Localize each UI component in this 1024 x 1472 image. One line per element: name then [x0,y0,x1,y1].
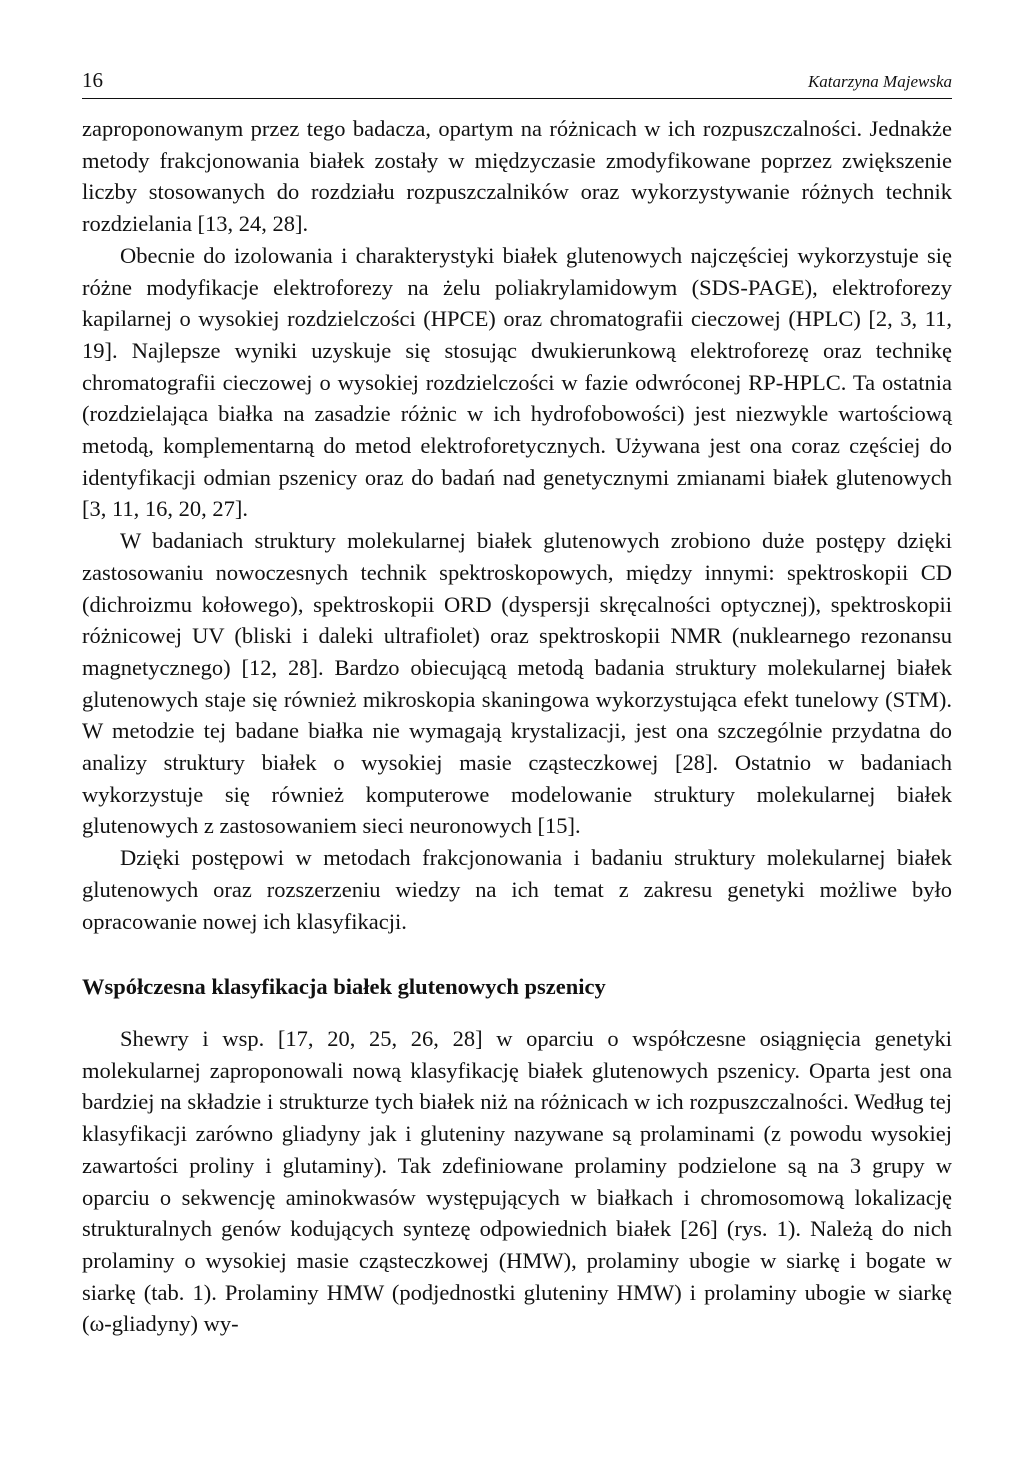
body-text [82,113,952,1340]
page-number: 16 [82,68,103,92]
paragraph-shewry: Shewry i wsp. [17, 20, 25, 26, 28] w oparciu o współczesne osiągnięcia genetyki molekularnej zaproponowali nową klasyfikację białek glutenowych pszenicy. Oparta jest ona bardziej na składzie i strukturze tych białek niż na różnicach w ich rozpuszczalności. Według tej klasyfikacji zarówno gliadyny jak i gluteniny nazywane są prolaminami (z powodu wysokiej zawartości proliny i glutaminy). Tak zdefiniowane prolaminy podzielone są na 3 grupy w oparciu o sekwencję aminokwasów występujących w białkach i chromosomową lokalizację strukturalnych genów kodujących syntezę odpowiednich białek [26] (rys. 1). Należą do nich prolaminy o wysokiej masie cząsteczkowej (HMW), prolaminy ubogie w siarkę i bogate w siarkę (tab. 1). Prolaminy HMW (podjednostki gluteniny HMW) i prolaminy ubogie w siarkę (ω-gliadyny) wy- [82,1025,952,1337]
paragraph-classification-intro: Dzięki postępowi w metodach frakcjonowania i badaniu struktury molekularnej białek glutenowych oraz rozszerzeniu wiedzy na ich temat z zakresu genetyki możliwe było opracowanie nowej ich klasyfikacji. [82,845,952,934]
paragraph-continuation: zaproponowanym przez tego badacza, opartym na różnicach w ich rozpuszczalności. Jednakże metody frakcjonowania białek zostały w międzyczasie zmodyfikowane poprzez zwiększenie liczby stosowanych do rozdziału rozpuszczalników oraz wykorzystywanie różnych technik rozdzielania [13, 24, 28]. [82,116,952,237]
running-author: Katarzyna Majewska [807,72,952,91]
section-heading: Współczesna klasyfikacja białek glutenowych pszenicy [82,974,606,1000]
paragraph-spectroscopy: W badaniach struktury molekularnej białek glutenowych zrobiono duże postępy dzięki zastosowaniu nowoczesnych technik spektroskopowych, między innymi: spektroskopii CD (dichroizmu kołowego), spektroskopii ORD (dyspersji skręcalności optycznej), spektroskopii różnicowej UV (bliski i daleki ultrafiolet) oraz spektroskopii NMR (nuklearnego rezonansu magnetycznego) [12, 28]. Bardzo obiecującą metodą badania struktury molekularnej białek glutenowych staje się również mikroskopia skaningowa wykorzystująca efekt tunelowy (STM). W metodzie tej badane białka nie wymagają krystalizacji, jest ona szczególnie przydatna do analizy struktury białek o wysokiej masie cząsteczkowej [28]. Ostatnio w badaniach wykorzystuje się również komputerowe modelowanie struktury molekularnej białek glutenowych z zastosowaniem sieci neuronowych [15]. [82,528,952,839]
running-header [82,62,952,99]
paragraph-electrophoresis: Obecnie do izolowania i charakterystyki białek glutenowych najczęściej wykorzystuje się różne modyfikacje elektroforezy na żelu poliakrylamidowym (SDS-PAGE), elektroforezy kapilarnej o wysokiej rozdzielczości (HPCE) oraz chromatografii cieczowej (HPLC) [2, 3, 11, 19]. Najlepsze wyniki uzyskuje się stosując dwukierunkową elektroforezę oraz technikę chromatografii cieczowej o wysokiej rozdzielczości w fazie odwróconej RP-HPLC. Ta ostatnia (rozdzielająca białka na zasadzie różnic w ich hydrofobowości) jest niezwykle wartościową metodą, komplementarną do metod elektroforetycznych. Używana jest ona coraz częściej do identyfikacji odmian pszenicy oraz do badań nad genetycznymi zmianami białek glutenowych [3, 11, 16, 20, 27]. [82,242,952,522]
document-page [82,62,952,1340]
